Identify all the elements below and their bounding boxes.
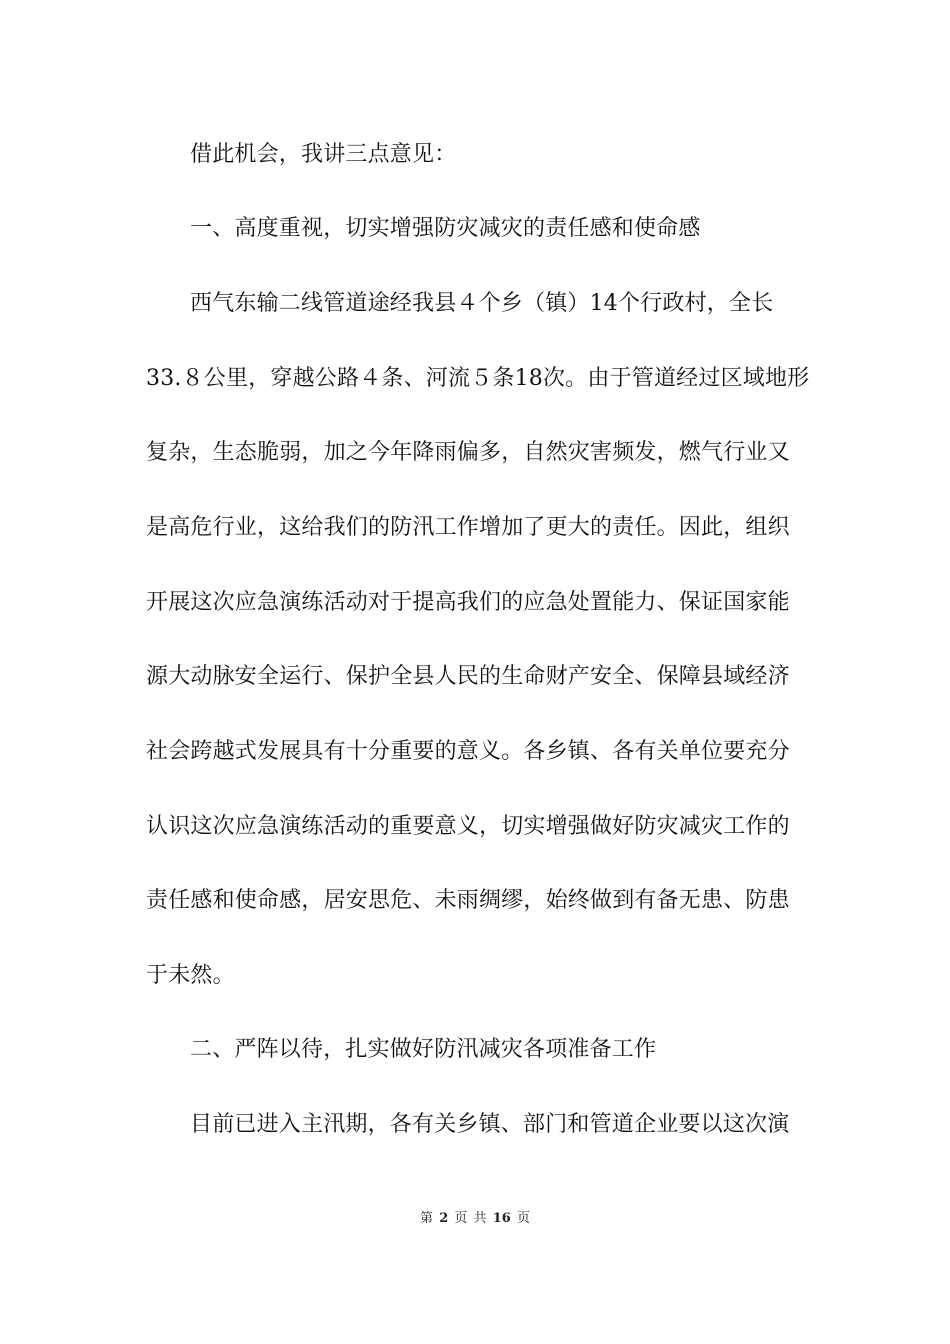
footer-total-word: 共 <box>473 1211 487 1226</box>
footer-prefix: 第 <box>420 1211 434 1226</box>
footer-page-word: 页 <box>454 1211 468 1226</box>
body-line: 借此机会，我讲三点意见： <box>190 142 457 167</box>
section-heading-2: 二、严阵以待，扎实做好防汛减灾各项准备工作 <box>190 1037 657 1062</box>
page-footer <box>0 1210 950 1228</box>
body-line: 源大动脉安全运行、保护全县人民的生命财产安全、保障县域经济 <box>146 664 790 689</box>
body-line: 认识这次应急演练活动的重要意义，切实增强做好防灾减灾工作的 <box>146 814 790 839</box>
footer-total-pages: 16 <box>492 1211 511 1226</box>
body-line: 社会跨越式发展具有十分重要的意义。各乡镇、各有关单位要充分 <box>146 739 790 764</box>
footer-page-number: 2 <box>439 1211 449 1226</box>
body-line: 于未然。 <box>146 963 235 988</box>
body-line: 是高危行业，这给我们的防汛工作增加了更大的责任。因此，组织 <box>146 515 790 540</box>
body-line: 责任感和使命感，居安思危、未雨绸缪，始终做到有备无患、防患 <box>146 888 790 913</box>
body-line: 目前已进入主汛期，各有关乡镇、部门和管道企业要以这次演 <box>190 1112 790 1137</box>
body-line: 开展这次应急演练活动对于提高我们的应急处置能力、保证国家能 <box>146 590 790 615</box>
body-line: 33.８公里，穿越公路４条、河流５条18次。由于管道经过区域地形 <box>146 366 810 391</box>
footer-suffix: 页 <box>516 1211 530 1226</box>
body-line: 复杂，生态脆弱，加之今年降雨偏多，自然灾害频发，燃气行业又 <box>146 440 790 465</box>
body-line: 西气东输二线管道途经我县４个乡（镇）14个行政村，全长 <box>190 291 774 316</box>
section-heading-1: 一、高度重视，切实增强防灾减灾的责任感和使命感 <box>190 216 701 241</box>
